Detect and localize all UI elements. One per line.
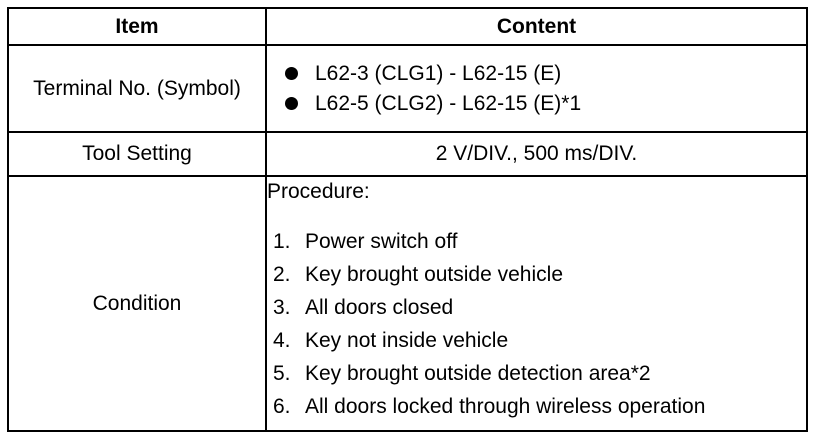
terminal-item xyxy=(285,59,806,89)
procedure-step xyxy=(273,324,806,357)
header-row xyxy=(8,8,807,45)
terminal-item xyxy=(285,89,806,119)
tool-row xyxy=(8,132,807,176)
condition-row xyxy=(8,176,807,431)
step-number: 2. xyxy=(273,263,291,286)
procedure-step xyxy=(273,291,806,324)
procedure-step xyxy=(273,357,806,390)
step-text: Key not inside vehicle xyxy=(305,329,509,352)
step-number: 4. xyxy=(273,329,291,352)
tool-value: 2 V/DIV., 500 ms/DIV. xyxy=(266,132,807,176)
header-item: Item xyxy=(8,8,266,45)
step-text: Power switch off xyxy=(305,230,458,253)
step-text: All doors closed xyxy=(305,296,454,319)
procedure-steps xyxy=(267,225,806,423)
terminal-value: L62-5 (CLG2) - L62-15 (E)*1 xyxy=(315,91,582,115)
terminal-list xyxy=(267,59,806,119)
terminal-row xyxy=(8,45,807,132)
bullet-icon xyxy=(285,97,298,110)
step-number: 1. xyxy=(273,230,291,253)
procedure-title: Procedure: xyxy=(267,180,370,203)
terminal-label: Terminal No. (Symbol) xyxy=(8,45,266,132)
header-content: Content xyxy=(266,8,807,45)
step-number: 5. xyxy=(273,362,291,385)
procedure-step xyxy=(273,258,806,291)
procedure-step xyxy=(273,225,806,258)
tool-label: Tool Setting xyxy=(8,132,266,176)
step-number: 3. xyxy=(273,296,291,319)
step-text: Key brought outside detection area*2 xyxy=(305,362,651,385)
spec-table xyxy=(7,7,808,432)
step-text: All doors locked through wireless operation xyxy=(305,395,706,418)
condition-content xyxy=(266,176,807,431)
step-text: Key brought outside vehicle xyxy=(305,263,563,286)
bullet-icon xyxy=(285,67,298,80)
procedure-step xyxy=(273,390,806,423)
condition-label: Condition xyxy=(8,176,266,431)
step-number: 6. xyxy=(273,395,291,418)
terminal-content xyxy=(266,45,807,132)
terminal-value: L62-3 (CLG1) - L62-15 (E) xyxy=(315,61,562,85)
